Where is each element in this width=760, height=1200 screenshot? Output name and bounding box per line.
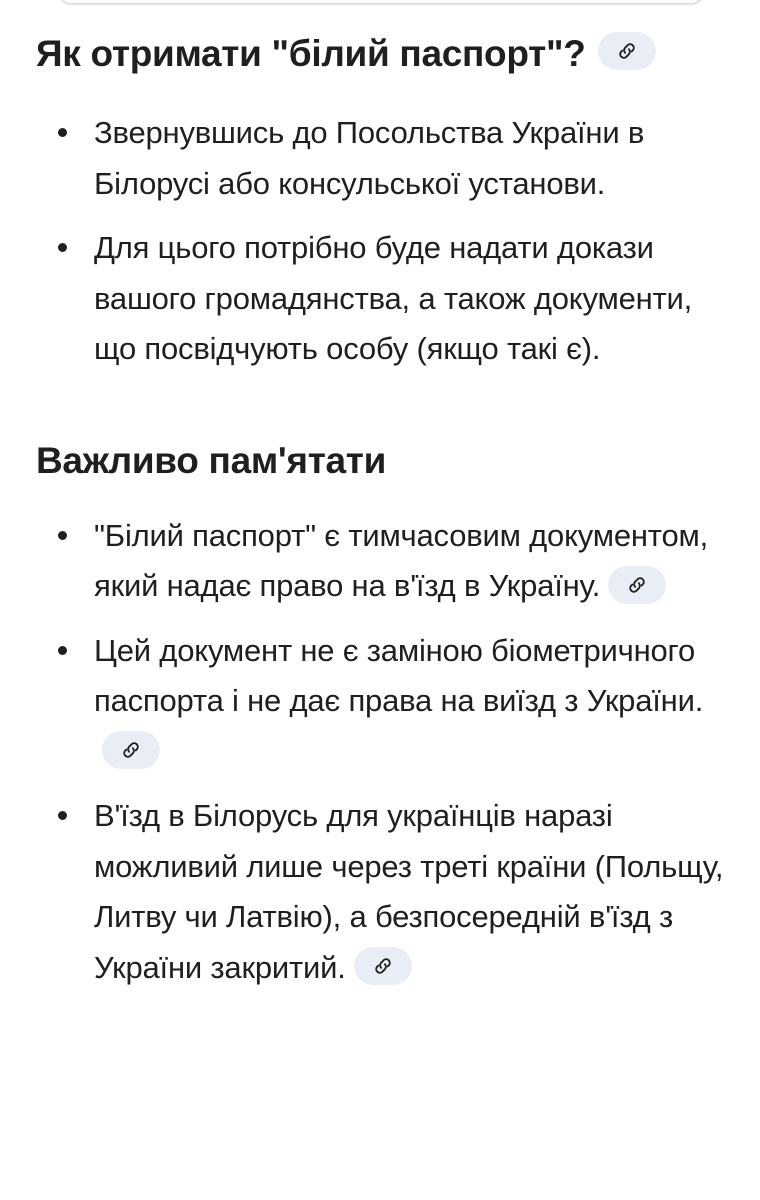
list-item — [36, 108, 736, 209]
bullet — [58, 646, 67, 655]
list-how-to-get — [36, 108, 736, 375]
heading-text: Важливо пам'ятати — [36, 439, 387, 481]
list-item — [36, 791, 736, 993]
search-bar-edge[interactable] — [58, 0, 704, 4]
list-item — [36, 626, 736, 778]
link-icon — [616, 40, 638, 62]
source-link-chip[interactable] — [354, 947, 412, 985]
bullet — [58, 128, 67, 137]
list-important — [36, 511, 736, 994]
heading-text: Як отримати "білий паспорт"? — [36, 33, 586, 74]
link-icon — [626, 574, 648, 596]
bullet — [58, 531, 67, 540]
list-item-text: Цей документ не є заміною біометричного паспорта і не дає права на виїзд з України. — [94, 632, 704, 718]
source-link-chip[interactable] — [608, 566, 666, 604]
link-icon — [120, 739, 142, 761]
source-link-chip[interactable] — [598, 32, 656, 70]
bullet — [58, 811, 67, 820]
answer-content — [36, 26, 736, 1007]
link-icon — [372, 955, 394, 977]
section-heading-how-to-get — [36, 26, 736, 82]
bullet — [58, 243, 67, 252]
list-item-text: Для цього потрібно буде надати докази вашого громадянства, а також документи, що посвідчують особу (якщо такі є). — [94, 230, 693, 366]
source-link-chip[interactable] — [102, 731, 160, 769]
list-item-text: "Білий паспорт" є тимчасовим документом, який надає право на в'їзд в Україну. — [94, 517, 709, 603]
list-item — [36, 223, 736, 375]
list-item-text: В'їзд в Білорусь для українців наразі можливий лише через треті країни (Польщу, Литву чи Латвію), а безпосередній в'їзд з України закритий. — [94, 798, 724, 985]
list-item-text: Звернувшись до Посольства України в Білорусі або консульської установи. — [94, 115, 645, 201]
section-heading-important — [36, 433, 736, 489]
list-item — [36, 511, 736, 612]
